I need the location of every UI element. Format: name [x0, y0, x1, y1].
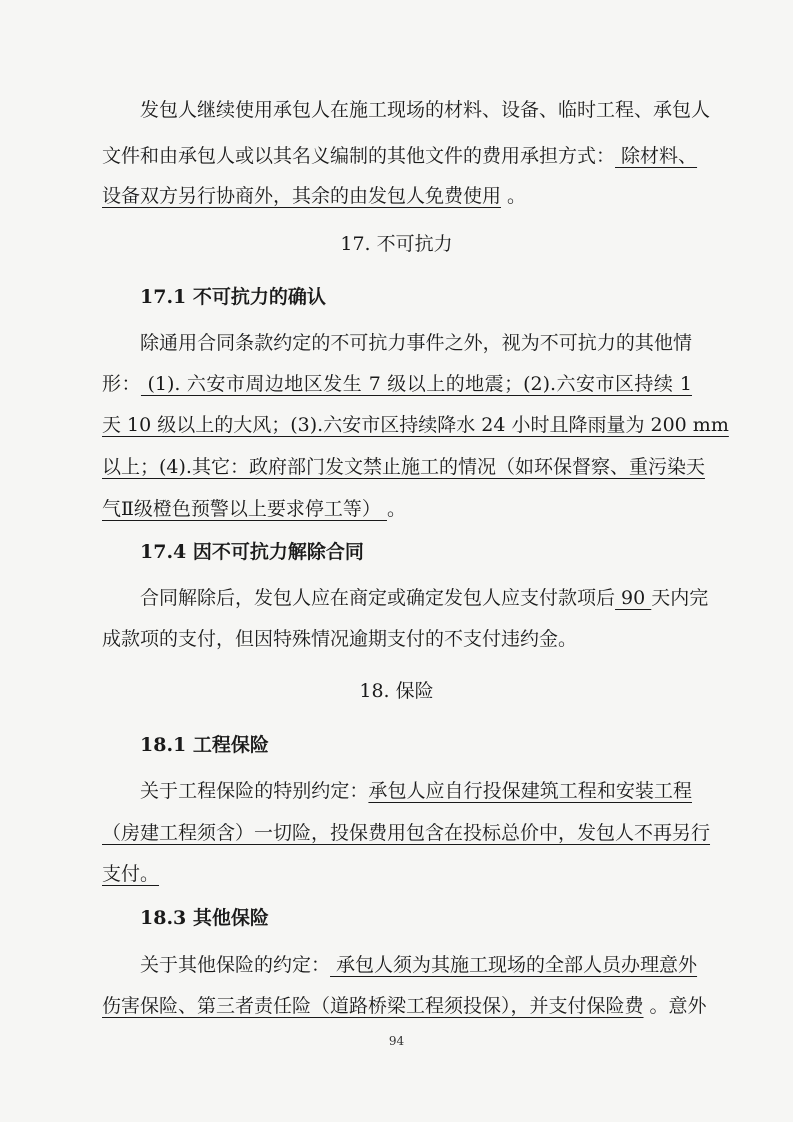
filled-blank: 除材料、	[615, 145, 698, 167]
text-run: 成款项的支付，但因特殊情况逾期支付的不支付违约金。	[102, 628, 578, 650]
text-run: 除通用合同条款约定的不可抗力事件之外，视为不可抗力的其他情	[140, 332, 692, 354]
filled-blank: 承包人应自行投保建筑工程和安装工程	[368, 780, 692, 802]
filled-blank: 承包人须为其施工现场的全部人员办理意外	[330, 954, 698, 976]
paragraph-line	[102, 410, 729, 440]
filled-blank: 以上；(4).其它：政府部门发文禁止施工的情况（如环保督察、重污染天	[102, 456, 705, 478]
section-heading: 18.3 其他保险	[140, 907, 269, 929]
text-run: 。	[386, 498, 406, 520]
paragraph-line	[140, 95, 711, 125]
page-number: 94	[388, 1034, 405, 1048]
paragraph-line	[102, 859, 692, 889]
filled-blank: (1). 六安市周边地区发生 7 级以上的地震；(2).六安市区持续 1	[140, 373, 692, 395]
text-run: 关于工程保险的特别约定：	[140, 780, 369, 802]
text-run: 合同解除后，发包人应在商定或确定发包人应支付款项后	[140, 587, 616, 609]
article-title: 18. 保险	[359, 680, 434, 702]
article-title: 17. 不可抗力	[340, 233, 453, 255]
paragraph-line	[102, 624, 692, 654]
text-run: 文件和由承包人或以其名义编制的其他文件的费用承担方式：	[102, 145, 616, 167]
filled-blank: 90	[615, 587, 652, 609]
paragraph-line	[102, 369, 692, 399]
filled-blank: 支付。	[102, 863, 160, 885]
paragraph-line	[102, 494, 692, 524]
filled-blank: 气Ⅱ级橙色预警以上要求停工等）	[102, 498, 387, 520]
paragraph-line	[140, 950, 698, 980]
paragraph-line	[140, 328, 692, 358]
paragraph-line	[102, 818, 711, 848]
section-heading: 17.1 不可抗力的确认	[140, 286, 326, 308]
paragraph-line	[140, 583, 709, 613]
text-run: 形：	[102, 373, 141, 395]
section-heading: 17.4 因不可抗力解除合同	[140, 541, 364, 563]
paragraph-line	[102, 181, 692, 211]
text-run: 。	[501, 185, 527, 207]
text-run: 天内完	[651, 587, 709, 609]
text-run: 发包人继续使用承包人在施工现场的材料、设备、临时工程、承包人	[140, 99, 711, 121]
text-run: 。意外	[643, 995, 707, 1017]
paragraph-line	[102, 991, 707, 1021]
paragraph-line	[102, 452, 705, 482]
section-heading: 18.1 工程保险	[140, 734, 269, 756]
filled-blank: 伤害保险、第三者责任险（道路桥梁工程须投保），并支付保险费	[102, 995, 644, 1017]
filled-blank: （房建工程须含）一切险，投保费用包含在投标总价中，发包人不再另行	[102, 822, 711, 844]
paragraph-line	[102, 141, 698, 171]
filled-blank: 设备双方另行协商外，其余的由发包人免费使用	[102, 185, 502, 207]
paragraph-line	[140, 776, 692, 806]
filled-blank: 天 10 级以上的大风；(3).六安市区持续降水 24 小时且降雨量为 200 mm	[102, 414, 729, 436]
text-run: 关于其他保险的约定：	[140, 954, 331, 976]
